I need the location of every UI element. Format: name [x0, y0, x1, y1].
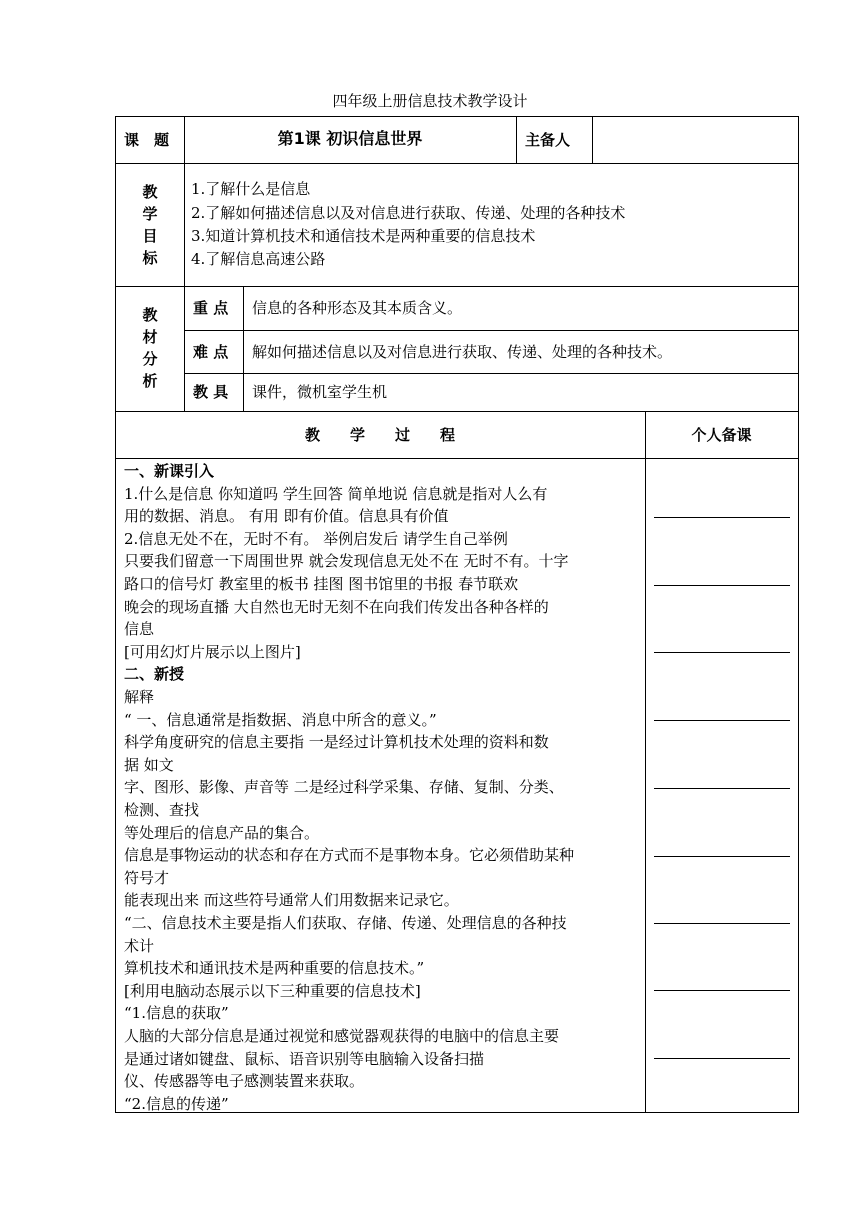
document-title: 四年级上册信息技术教学设计	[332, 92, 528, 110]
tools-text: 课件，微机室学生机	[252, 383, 388, 401]
process-line: 科学角度研究的信息主要指 一是经过计算机技术处理的资料和数	[124, 733, 549, 752]
key-point-label: 重 点	[193, 299, 229, 317]
process-line: 信息	[124, 620, 155, 639]
process-header: 教 学 过 程	[304, 426, 455, 444]
process-line: 人脑的大部分信息是通过视觉和感觉器观获得的电脑中的信息主要	[124, 1027, 560, 1045]
process-line: 晚会的现场直播 大自然也无时无刻不在向我们传发出各种各样的	[124, 597, 549, 616]
process-line: 是通过诸如键盘、鼠标、语音识别等电脑输入设备扫描	[124, 1049, 485, 1068]
process-line: 术计	[124, 936, 155, 955]
process-line: 解释	[124, 688, 155, 706]
preparer-label: 主备人	[525, 131, 571, 149]
key-point-text: 信息的各种形态及其本质含义。	[252, 299, 463, 317]
objective-item: 4.了解信息高速公路	[191, 250, 326, 268]
process-line: 据 如文	[124, 755, 174, 774]
process-line: 路口的信号灯 教室里的板书 挂图 图书馆里的书报 春节联欢	[124, 575, 519, 593]
process-line: 信息是事物运动的状态和存在方式而不是事物本身。它必须借助某种	[124, 846, 575, 865]
section-heading: 二、新授	[124, 665, 185, 684]
process-line: 算机技术和通讯技术是两种重要的信息技术。”	[124, 959, 425, 978]
process-line: “2.信息的传递”	[124, 1094, 229, 1113]
section-heading: 一、新课引入	[124, 462, 215, 480]
process-line: [利用电脑动态展示以下三种重要的信息技术]	[124, 981, 421, 1000]
lesson-title: 第1课 初识信息世界	[277, 129, 423, 148]
tools-label: 教 具	[193, 383, 229, 401]
process-line: “1.信息的获取”	[124, 1004, 229, 1023]
topic-label: 课 题	[124, 131, 170, 149]
process-line: [可用幻灯片展示以上图片]	[124, 642, 301, 661]
process-line: 字、图形、影像、声音等 二是经过科学采集、存储、复制、分类、	[124, 778, 564, 797]
objective-item: 1.了解什么是信息	[191, 180, 311, 198]
difficulty-text: 解如何描述信息以及对信息进行获取、传递、处理的各种技术。	[252, 343, 673, 361]
process-line: 用的数据、消息。 有用 即有价值。信息具有价值	[124, 507, 449, 526]
process-line: 能表现出来 而这些符号通常人们用数据来记录它。	[124, 891, 459, 910]
objective-item: 3.知道计算机技术和通信技术是两种重要的信息技术	[191, 227, 536, 245]
objective-item: 2.了解如何描述信息以及对信息进行获取、传递、处理的各种技术	[191, 204, 626, 222]
process-line: 仪、传感器等电子感测装置来获取。	[124, 1072, 365, 1091]
process-line: 等处理后的信息产品的集合。	[124, 823, 320, 842]
process-line: 检测、查找	[124, 801, 200, 819]
difficulty-label: 难 点	[193, 343, 229, 361]
process-line: 1.什么是信息 你知道吗 学生回答 简单地说 信息就是指对人么有	[124, 484, 548, 503]
process-line: 符号才	[124, 868, 170, 887]
process-line: 只要我们留意一下周围世界 就会发现信息无处不在 无时不有。十字	[124, 552, 569, 571]
process-line: 2.信息无处不在，无时不有。 举例启发后 请学生自己举例	[124, 529, 508, 548]
analysis-label: 教 材 分 析	[142, 306, 158, 390]
notes-header: 个人备课	[691, 426, 752, 444]
process-line: “ 一、信息通常是指数据、消息中所含的意义。”	[124, 710, 437, 729]
process-line: “二、信息技术主要是指人们获取、存储、传递、处理信息的各种技	[124, 914, 567, 932]
objectives-label: 教 学 目 标	[142, 183, 158, 267]
